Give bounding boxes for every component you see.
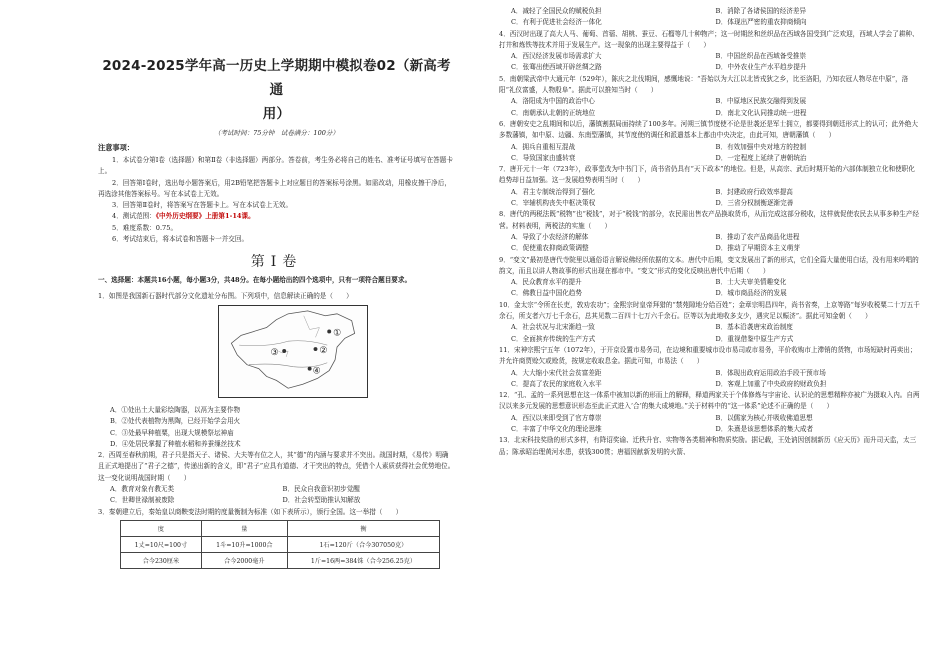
- q9-option-a: A．民众教育水平的提升: [511, 278, 582, 287]
- q12-option-c: C．丰富了中华文化的理论思维: [511, 424, 602, 433]
- table-header-cell: 量: [201, 520, 287, 536]
- q12-option-a: A．西汉以来即受到了官方尊崇: [511, 413, 602, 422]
- q11-option-a: A．大大缩小宋代社会贫富差距: [511, 368, 602, 377]
- table-header-row: [121, 520, 440, 536]
- q9-option-b: B．士大夫审美情趣变化: [715, 278, 787, 287]
- q8-option-b: B．推动了农产品商品化进程: [715, 232, 800, 241]
- q9-option-c: C．佛教日益中国化趋势: [511, 289, 582, 298]
- q11-option-c: C．提高了农民的家庭收入水平: [511, 379, 602, 388]
- q7-option-d: D．三省分权制衡逐渐完善: [715, 199, 794, 208]
- table-cell: 合今2000毫升: [201, 552, 287, 568]
- q1-option-a: A．①处出土大量彩绘陶器，以鬲为主要作物: [110, 405, 241, 414]
- exam-title: 2024-2025学年高一历史上学期期中模拟卷02（新高考通 用）: [102, 58, 451, 122]
- q6-option-a: A．拥兵自重相互混战: [511, 142, 576, 151]
- map-label-2: ②: [319, 345, 328, 356]
- q2-option-b: B．民众自我意识初步觉醒: [282, 485, 360, 494]
- question-5: 5．南朝梁武帝中大通元年（529年），陈庆之北伐期间，感慨地说：“吾始以为大江以北皆戎狄之乡，比至洛阳，乃知衣冠人物尽在中原”，洛阳“礼仪富盛，人物殷阜”。据此可以推知当时（ ）: [499, 74, 909, 95]
- q10-option-c: C．全面摈弃传统的生产方式: [511, 334, 596, 343]
- question-7: 7．唐开元十一年（723年），政事堂改为中书门下，尚书省仍具有“天下政本”的地位。但是，从高宗、武后时期开始的六部体制独立化和使职化趋势却日益加强。这一发展趋势表明当时（ ）: [499, 165, 915, 185]
- neolithic-sites-map: [218, 305, 368, 398]
- q3-option-c: C．有利于促进社会经济一体化: [511, 18, 602, 27]
- table-cell: 合今230厘米: [121, 552, 202, 568]
- q8-option-a: A．导致了小农经济的解体: [511, 232, 589, 241]
- q4-option-c: C．张骞出使西域开辟丝绸之路: [511, 63, 602, 72]
- notice-heading: 注意事项：: [98, 143, 134, 152]
- q4-options: [511, 51, 920, 74]
- q3-option-a: A．减轻了全国民众的赋税负担: [511, 7, 602, 15]
- q7-option-c: C．宰辅机构丧失中枢决策权: [511, 199, 596, 208]
- q10-option-a: A．社会状况与北宋渐趋一致: [511, 323, 595, 332]
- q5-options: [511, 96, 920, 119]
- map-label-3: ③: [270, 347, 279, 358]
- q2-option-d: D．社会转型助推认知解放: [282, 496, 361, 505]
- q12-options: [511, 413, 920, 436]
- q10-option-d: D．重视借鉴中原生产方式: [715, 334, 794, 343]
- q12-option-b: B．以儒家为核心并吸收佛道思想: [715, 413, 813, 422]
- q9-option-d: D．城市商品经济的发展: [715, 289, 787, 298]
- q11-option-d: D．客观上加重了中央政府的财政负担: [715, 379, 827, 388]
- measurement-table: [120, 520, 440, 569]
- question-10: 10．金太宗“令所在长吏，敦劝农功”；金熙宗时皇帝拜猎的“禁苑隙地分给百姓”；金章宗明昌四年，尚书省奏，上京等路“每岁收税粟二十万五千余石，所支者六万七千余石，总其见数二百四十七万六千余石。臣等以为此地收多支少，遇灾足以赈济”。据此可知金朝（ ）: [499, 300, 920, 321]
- q1-option-c: C．③处最早种植粟，出现大规模祭坛神庙: [110, 428, 234, 437]
- exam-info: （考试时间：75分钟 试卷满分：100分）: [214, 129, 339, 137]
- map-label-4: ④: [312, 366, 321, 377]
- q10-option-b: B．基本沿袭唐宋政治制度: [715, 323, 793, 332]
- question-6: 6．唐朝安史之乱期间和以后，藩镇割据局面持续了100多年。河朔三镇节度使不论是世袭还是军士拥立，都要得到朝廷形式上的认可；此外绝大多数藩镇，如中原、边疆、东南型藩镇，其节度使的调任和派遣基本上都由中央决定，由此可知，唐朝藩镇（ ）: [499, 119, 918, 140]
- notice-item: 1．本试卷分第Ⅰ卷（选择题）和第Ⅱ卷（非选择题）两部分。答卷前，考生务必将自己的姓名、准考证号填写在答题卡上。: [98, 156, 453, 176]
- q7-options: [511, 187, 920, 210]
- table-row: [121, 536, 440, 552]
- q2-option-c: C．世卿世禄制被废除: [110, 496, 175, 505]
- q7-option-a: A．君主专制统治得到了强化: [511, 187, 595, 196]
- question-3: 3．秦朝建立后，秦始皇以商鞅变法时期的度量衡制为标准（如下表所示），颁行全国。这一举措（ ）: [98, 507, 403, 516]
- q8-option-d: D．推动了早期资本主义萌芽: [715, 244, 800, 253]
- table-cell: 1石=120斤（合今307050克）: [287, 536, 439, 552]
- notice-item: 5．难度系数：0.75。: [112, 223, 178, 232]
- q5-option-d: D．南北文化认同推动统一进程: [715, 108, 807, 117]
- q5-option-b: B．中原地区民族交融得到发展: [715, 97, 807, 106]
- q4-option-b: B．中国丝织品在西域备受推崇: [715, 52, 807, 61]
- q6-options: [511, 142, 920, 165]
- q3-options: [511, 6, 920, 29]
- q8-option-c: C．促使重农抑商政策调整: [511, 244, 589, 253]
- q1-option-d: D．④处居民掌握了种植水稻和养蚕缫丝技术: [110, 439, 241, 448]
- notice-item: 6．考试结束后，将本试卷和答题卡一并交回。: [112, 235, 249, 244]
- map-label-1: ①: [333, 328, 342, 339]
- q5-option-c: C．南朝承认北朝的正统地位: [511, 108, 596, 117]
- section-instruction: 一、选择题：本题共16小题，每小题3分，共48分。在每小题给出的四个选项中，只有一项符合题目要求。: [98, 276, 412, 285]
- q8-options: [511, 232, 920, 255]
- table-cell: 1丈=10尺=100寸: [121, 536, 202, 552]
- q2-options: [110, 484, 455, 507]
- q6-option-b: B．有效加强中央对地方的控制: [715, 142, 807, 151]
- table-header-cell: 衡: [287, 520, 439, 536]
- question-8: 8．唐代的两税法既“税物”也“税钱”，对于“税钱”的部分，农民需出售农产品换取货币，从而完成这部分税收，这样就促使农民去从事多种生产经营。材料表明，两税法的实施（ ）: [499, 210, 920, 230]
- q4-option-a: A．西汉经济发展市场需求扩大: [511, 52, 602, 61]
- question-12: 12．“孔、孟的一系列思想在这一体系中被加以新的形而上的解释，释道两家关于个体修炼与宇宙论、认识论的思想精粹亦被广为摄取入内。自两汉以来多元发展的思想意识形态至此正式进入‘合’的集大成境地。”关于材料中的“这一体系”论述不正确的是（ ）: [499, 391, 920, 411]
- right-page: [475, 0, 950, 672]
- q11-options: [511, 368, 920, 391]
- q9-options: [511, 277, 920, 300]
- table-row: [121, 552, 440, 568]
- table-cell: 1斤=16两=384铢（合今256.25克）: [287, 552, 439, 568]
- question-9: 9．“变文”最初是唐代寺院里以通俗语言解说佛经所依据的文本。唐代中后期，变文发展出了新的形式，它们全篇大量使用白话，没有用来吟唱的韵文，而且以讲人物故事的形式出现在都市中。“变文”形式的变化反映出唐代中后期（ ）: [499, 255, 919, 275]
- notice-item: 4．测试范围：《中外历史纲要》上册第1-14课。: [112, 212, 255, 221]
- question-13: 13．北宋科技奖励的形式多样，有降诏奖谕、迁秩升官、实物等各类精神和物质奖励。据记载，王处讷因创制新历《应天历》而升司天监，太三品；陈承昭治理黄河水患，获钱300贯；唐福因献新发明的火箭、: [499, 436, 917, 456]
- question-11: 11．宋神宗熙宁五年（1072年），于开京设置市易务司，在边境和重要城市设市易司或市易务，平价收购市上滞销的货物，市场短缺时再卖出；并允许商贾赊欠或赊货，按规定收取息金。据此可知，市易法（ ）: [499, 345, 917, 366]
- question-1: 1．如图是我国新石器时代部分文化遗址分布图。下列项中，信息解读正确的是（ ）: [98, 291, 353, 300]
- test-scope: 《中外历史纲要》上册第1-14课。: [155, 212, 255, 221]
- q4-option-d: D．中外农业生产水平趋步提升: [715, 63, 807, 72]
- question-4: 4．西汉时出现了高大人马、葡萄、首蓿、胡桃、蚕豆、石榴等几十种物产；这一时期丝和丝织品在西域各国受到广泛欢迎，西域人学会了耕种、打井和炼铁等技术并用于发展生产。这一现象的出现主要得益于（ ）: [499, 29, 919, 49]
- q2-option-a: A．教育对象有教无类: [110, 485, 175, 494]
- q6-option-c: C．导致国家由盛转衰: [511, 153, 576, 162]
- question-2: 2．西周至春秋前期，君子只是指天子、诸侯、大夫等有位之人，其“德”的内涵与要求并不突出。战国时期，《易传》明确且正式地提出了“君子之德”，传递出新的含义，即“君子”应具有道德、才干突出的特点，凭借个人素质获得社会优势地位。这一变化说明战国时期（ ）: [98, 451, 455, 482]
- q10-options: [511, 322, 920, 345]
- q12-option-d: D．朱熹是该思想体系的集大成者: [715, 424, 814, 433]
- table-header-cell: 度: [121, 520, 202, 536]
- q6-option-d: D．一定程度上延续了唐朝统治: [715, 153, 807, 162]
- q3-option-d: D．体现出严密的重农抑商倾向: [715, 18, 807, 27]
- q11-option-b: B．体现出政府运用政治手段干预市场: [715, 368, 826, 377]
- q7-option-b: B．封建政府行政效率提高: [715, 187, 793, 196]
- notice-item: 2．回答第Ⅰ卷时，选出每小题答案后，用2B铅笔把答题卡上对应题目的答案标号涂黑。如需改动，用橡皮擦干净后，再选涂其他答案标号。写在本试卷上无效。: [98, 178, 451, 198]
- part-one-heading: 第Ⅰ卷: [250, 254, 303, 271]
- table-cell: 1斗=10升=1000合: [201, 536, 287, 552]
- notice-item: 3．回答第Ⅱ卷时，将答案写在答题卡上。写在本试卷上无效。: [112, 201, 293, 210]
- q3-option-b: B．消除了各诸侯国的经济差异: [715, 7, 807, 15]
- q5-option-a: A．洛阳成为中国的政治中心: [511, 97, 595, 106]
- q1-option-b: B．②处代表植物为黑陶，已经开始学会用火: [110, 417, 241, 426]
